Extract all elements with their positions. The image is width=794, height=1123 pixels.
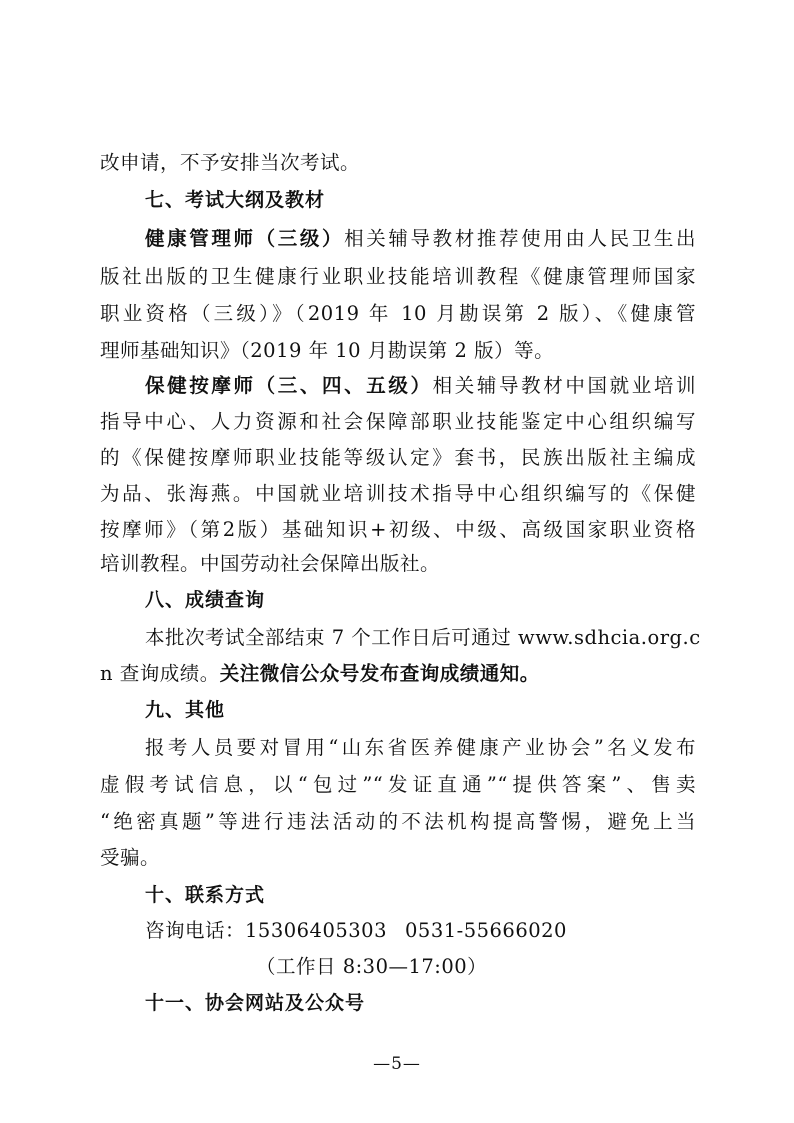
bold-term: 保健按摩师（三、四、五级） xyxy=(145,374,433,397)
paragraph-line: 按摩师》（第2版）基础知识+初级、中级、高级国家职业资格 xyxy=(100,518,696,541)
paragraph-line: 的《保健按摩师职业技能等级认定》套书，民族出版社主编成 xyxy=(100,446,696,469)
section-heading-10: 十、联系方式 xyxy=(145,884,266,906)
paragraph-line: 指导中心、人力资源和社会保障部职业技能鉴定中心组织编写 xyxy=(100,410,696,433)
section-heading-7: 七、考试大纲及教材 xyxy=(145,189,326,211)
paragraph-line: 受骗。 xyxy=(100,846,161,869)
paragraph-line: 本批次考试全部结束 7 个工作日后可通过 www.sdhcia.org.c xyxy=(145,626,701,649)
page-number: —5— xyxy=(373,1054,421,1074)
working-hours: （工作日 8:30—17:00） xyxy=(256,955,488,978)
phone-number-landline: 0531-55666020 xyxy=(405,919,567,942)
paragraph-line: 职业资格（三级）》（2019 年 10 月勘误第 2 版）、《健康管 xyxy=(100,302,696,325)
paragraph-line: 报考人员要对冒用“山东省医养健康产业协会”名义发布 xyxy=(145,736,696,759)
paragraph-line: “绝密真题”等进行违法活动的不法机构提高警惕，避免上当 xyxy=(100,810,696,833)
paragraph-line: 虚假考试信息，以“包过”“发证直通”“提供答案”、售卖 xyxy=(100,773,696,796)
paragraph-line: 改申请，不予安排当次考试。 xyxy=(100,151,361,174)
phone-label: 咨询电话： xyxy=(145,919,246,942)
section-heading-9: 九、其他 xyxy=(145,699,226,721)
bold-term: 健康管理师（三级） xyxy=(145,227,345,250)
text-span: n 查询成绩。 xyxy=(100,662,220,685)
paragraph-line xyxy=(145,368,696,404)
text-span: 相关辅导教材中国就业培训 xyxy=(432,374,696,397)
paragraph-line: 培训教程。中国劳动社会保障出版社。 xyxy=(100,552,441,575)
contact-phone-line xyxy=(145,913,696,949)
section-heading-11: 十一、协会网站及公众号 xyxy=(145,992,366,1014)
section-heading-8: 八、成绩查询 xyxy=(145,589,266,611)
bold-notice: 关注微信公众号发布查询成绩通知。 xyxy=(219,662,540,685)
paragraph-line xyxy=(145,221,696,257)
paragraph-line: 为品、张海燕。中国就业培训技术指导中心组织编写的《保健 xyxy=(100,482,696,505)
text-span: 相关辅导教材推荐使用由人民卫生出 xyxy=(344,227,696,250)
phone-number-mobile: 15306405303 xyxy=(245,919,387,942)
paragraph-line: 理师基础知识》（2019 年 10 月勘误第 2 版）等。 xyxy=(100,339,555,362)
paragraph-line: 版社出版的卫生健康行业职业技能培训教程《健康管理师国家 xyxy=(100,265,696,288)
paragraph-line xyxy=(100,656,696,692)
